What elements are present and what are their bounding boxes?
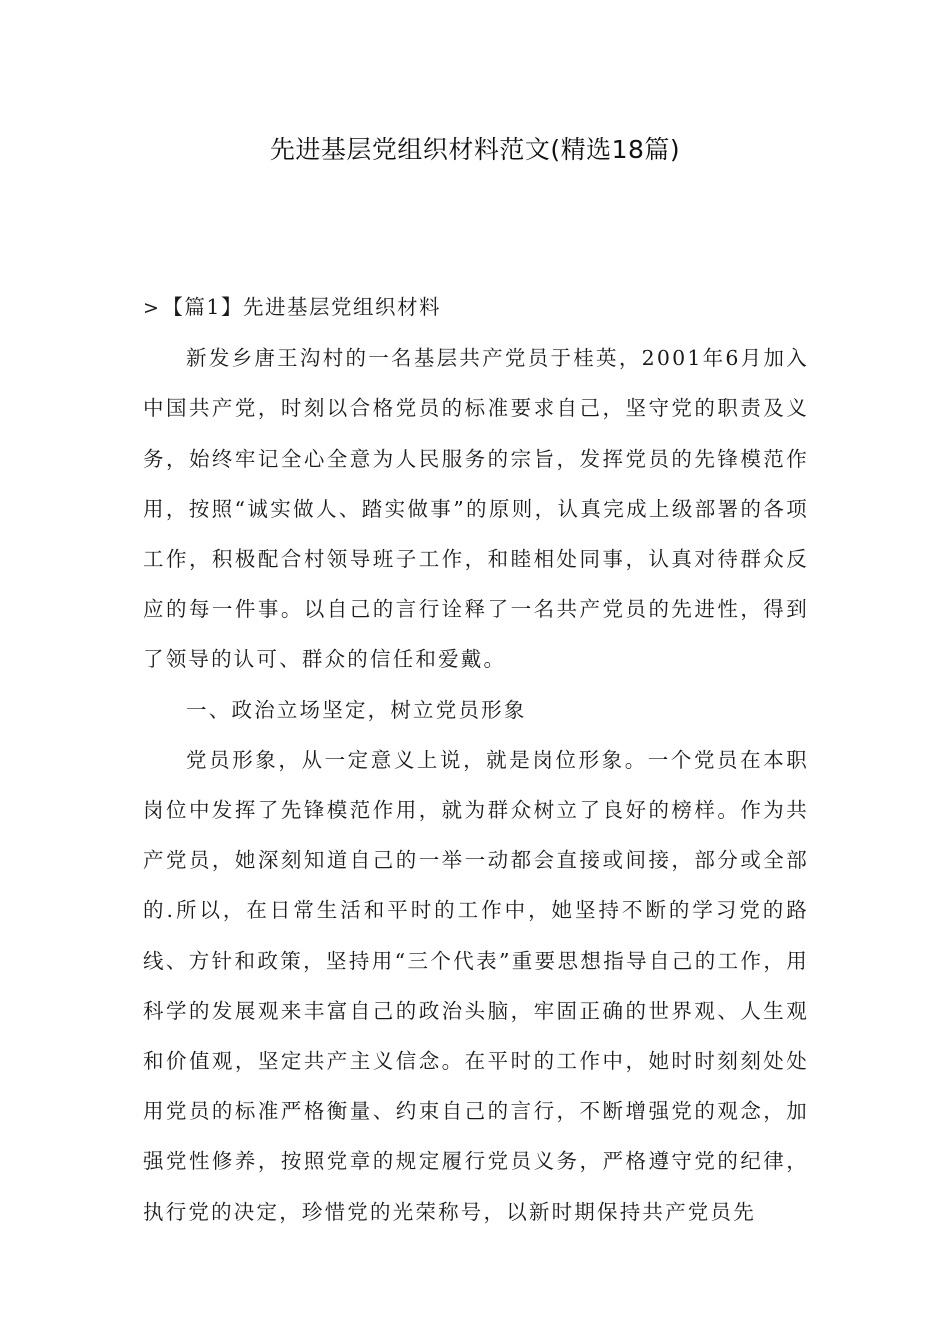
paragraph-party-image: 党员形象，从一定意义上说，就是岗位形象。一个党员在本职岗位中发挥了先锋模范作用，就为群众树立了良好的榜样。作为共产党员，她深刻知道自己的一举一动都会直接或间接，部分或全部的.所以，在日常生活和平时的工作中，她坚持不断的学习党的路线、方针和政策，坚持用“三个代表”重要思想指导自己的工作，用科学的发展观来丰富自己的政治头脑，牢固正确的世界观、人生观和价值观，坚定共产主义信念。在平时的工作中，她时时刻刻处处用党员的标准严格衡量、约束自己的言行，不断增强党的观念，加强党性修养，按照党章的规定履行党员义务，严格遵守党的纪律，执行党的决定，珍惜党的光荣称号，以新时期保持共产党员先 — [143, 747, 809, 1224]
chevron-right-icon: > — [143, 297, 161, 319]
document-body — [143, 282, 809, 1237]
section-heading-line — [143, 282, 809, 333]
section-heading: 【篇1】先进基层党组织材料 — [162, 295, 441, 319]
subheading-political-stance: 一、政治立场坚定，树立党员形象 — [186, 697, 527, 722]
paragraph-intro: 新发乡唐王沟村的一名基层共产党员于桂英，2001年6月加入中国共产党，时刻以合格党员的标准要求自己，坚守党的职责及义务，始终牢记全心全意为人民服务的宗旨，发挥党员的先锋模范作用，按照“诚实做人、踏实做事”的原则，认真完成上级部署的各项工作，积极配合村领导班子工作，和睦相处同事，认真对待群众反应的每一件事。以自己的言行诠释了一名共产党员的先进性，得到了领导的认可、群众的信任和爱戴。 — [143, 346, 809, 672]
document-title: 先进基层党组织材料范文(精选18篇) — [269, 135, 681, 164]
